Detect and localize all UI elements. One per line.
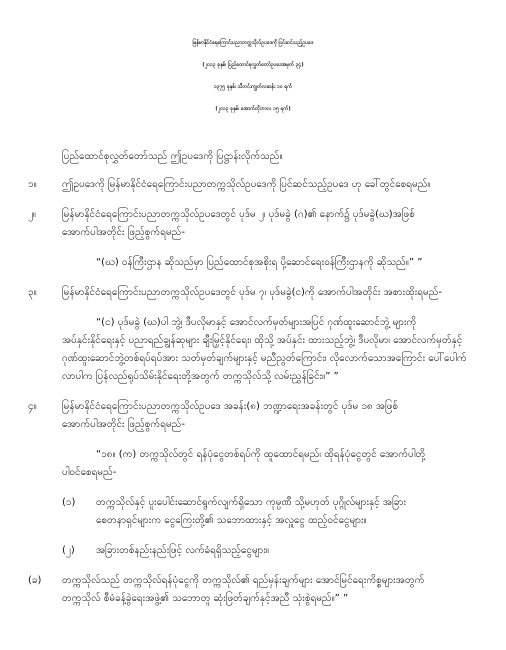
item-2-text: အခြားတစ်နည်းနည်းဖြင့် လက်ခံရရှိသည့်ငွေများ။ xyxy=(96,545,269,556)
section-1-text: ဤဥပဒေကို မြန်မာနိုင်ငံရေကြောင်းပညာတက္ကသိုလ်ဥပဒေကို ပြင်ဆင်သည့်ဥပဒေ ဟု ခေါ်တွင်စေရမည်။ xyxy=(62,179,431,190)
section-3-quote-line-4: လာပါက ပြန်လည်ရုပ်သိမ်းနိုင်ရေးတို့အတွက် တက္ကသိုလ်သို့ လမ်းညွှန်ခြင်း။” ” xyxy=(62,371,339,382)
section-3-number: ၃။ xyxy=(28,287,37,298)
section-2-quote: “(ဃ) ဝန်ကြီးဌာန ဆိုသည်မှာ ပြည်ထောင်စုအစိုးရ ပို့ဆောင်ရေးဝန်ကြီးဌာနကို ဆိုသည်။” ” xyxy=(96,257,423,268)
section-4-quote-line-1: “၁၈။ (က) တက္ကသိုလ်တွင် ရန်ပုံငွေတစ်ရပ်ကို ထူထောင်ရမည်၊ ထိုရန်ပုံငွေတွင် အောက်ပါတို့ xyxy=(96,449,426,460)
item-1-line-1: တက္ကသိုလ်နှင့် ပူးပေါင်းဆောင်ရွက်လျက်ရှိသော ကုမ္ပဏီ သို့မဟုတ် ပုဂ္ဂိုလ်များနှင့် အခြား xyxy=(96,497,407,508)
section-4-line-2: အောက်ပါအတိုင်း ဖြည့်စွက်ရမည်- xyxy=(62,419,185,430)
item-1-number: (၁) xyxy=(62,497,76,508)
document-title: မြန်မာနိုင်ငံရေကြောင်းပညာတက္ကသိုလ်ဥပဒေကို ပြင်ဆင်သည့်ဥပဒေ xyxy=(192,40,314,46)
item-1-line-2: စေတနာရှင်များက ငွေကြေးတို့၏ သဘောထားနှင့် အလှူငွေ ထည့်ဝင်ငွေများ။ xyxy=(96,515,367,526)
clause-b-number: (ခ) xyxy=(28,575,42,586)
clause-b-line-2: တက္ကသိုလ် စီမံခန့်ခွဲရေးအဖွဲ့၏ သဘောတူ ဆုံးဖြတ်ချက်နှင့်အညီ သုံးစွဲရမည်။” ” xyxy=(62,593,349,604)
section-4-quote-line-2: ပါဝင်စေရမည်- xyxy=(62,467,117,478)
item-2-number: (၂) xyxy=(62,545,75,556)
section-4-number: ၄။ xyxy=(28,401,37,412)
section-3-quote-line-2: အပ်နှင်းနိုင်ရေးနှင့် ပညာရည်ချွန်ဆုများ ချီးမြှင့်နိုင်ရေး၊ ထိုသို့ အပ်နှင်း ထားသည့်ဘွဲ့၊ ဒီပလိုမာ၊ အောင်လက်မှတ်နှင့် xyxy=(62,335,463,346)
section-3-text: မြန်မာနိုင်ငံရေကြောင်းပညာတက္ကသိုလ်ဥပဒေတွင် ပုဒ်မ ၇၊ ပုဒ်မခွဲ(င)ကို အောက်ပါအတိုင်း အစားထိုးရမည်- xyxy=(62,287,443,298)
gregorian-date: (၂၀၁၃ ခုနှစ်၊ အောက်တိုဘာလ ၁၅ ရက်) xyxy=(215,106,291,112)
section-3-quote-line-3: ဂုဏ်ထူးဆောင်ဘွဲ့တစ်ရပ်ရပ်အား သတ်မှတ်ချက်များနှင့် မညီညွတ်ကြောင်း၊ လိုလောက်သောအကြောင်း ပေါ်ပေါက် xyxy=(62,353,467,364)
section-1-number: ၁။ xyxy=(28,179,37,190)
section-2-line-1: မြန်မာနိုင်ငံရေကြောင်းပညာတက္ကသိုလ်ဥပဒေတွင် ပုဒ်မ ၂၊ ပုဒ်မခွဲ (ဂ)၏ နောက်၌ ပုဒ်မခွဲ(ဃ)အဖြစ် xyxy=(62,209,415,220)
section-4-line-1: မြန်မာနိုင်ငံရေကြောင်းပညာတက္ကသိုလ်ဥပဒေ အခန်း(၈) ဘဏ္ဍာရေးအခန်းတွင် ပုဒ်မ ၁၈ အဖြစ် xyxy=(62,401,399,412)
section-2-line-2: အောက်ပါအတိုင်း ဖြည့်စွက်ရမည်- xyxy=(62,227,185,238)
clause-b-line-1: တက္ကသိုလ်သည် တက္ကသိုလ်ရန်ပုံငွေကို တက္ကသိုလ်၏ ရည်မှန်းချက်များ အောင်မြင်ရေးကိစ္စများအတွက် xyxy=(62,575,425,586)
law-number: (၂၀၁၃ ခုနှစ်၊ ပြည်ထောင်စုလွှတ်တော်ဥပဒေအမှတ် ၃၄) xyxy=(202,62,304,68)
section-3-quote-line-1: “(င) ပုဒ်မခွဲ (ဃ)ပါ ဘွဲ့၊ ဒီပလိုမာနှင့် အောင်လက်မှတ်များအပြင် ဂုဏ်ထူးဆောင်ဘွဲ့ များကို xyxy=(96,317,417,328)
preamble: ပြည်ထောင်စုလွှတ်တော်သည် ဤဥပဒေကို ပြဋ္ဌာန်းလိုက်သည်။ xyxy=(62,151,283,162)
myanmar-date: ၁၃၇၅ ခုနှစ်၊ သီတင်းကျွတ်လဆန်း ၁၀ ရက် xyxy=(213,84,293,90)
section-2-number: ၂။ xyxy=(28,209,36,220)
